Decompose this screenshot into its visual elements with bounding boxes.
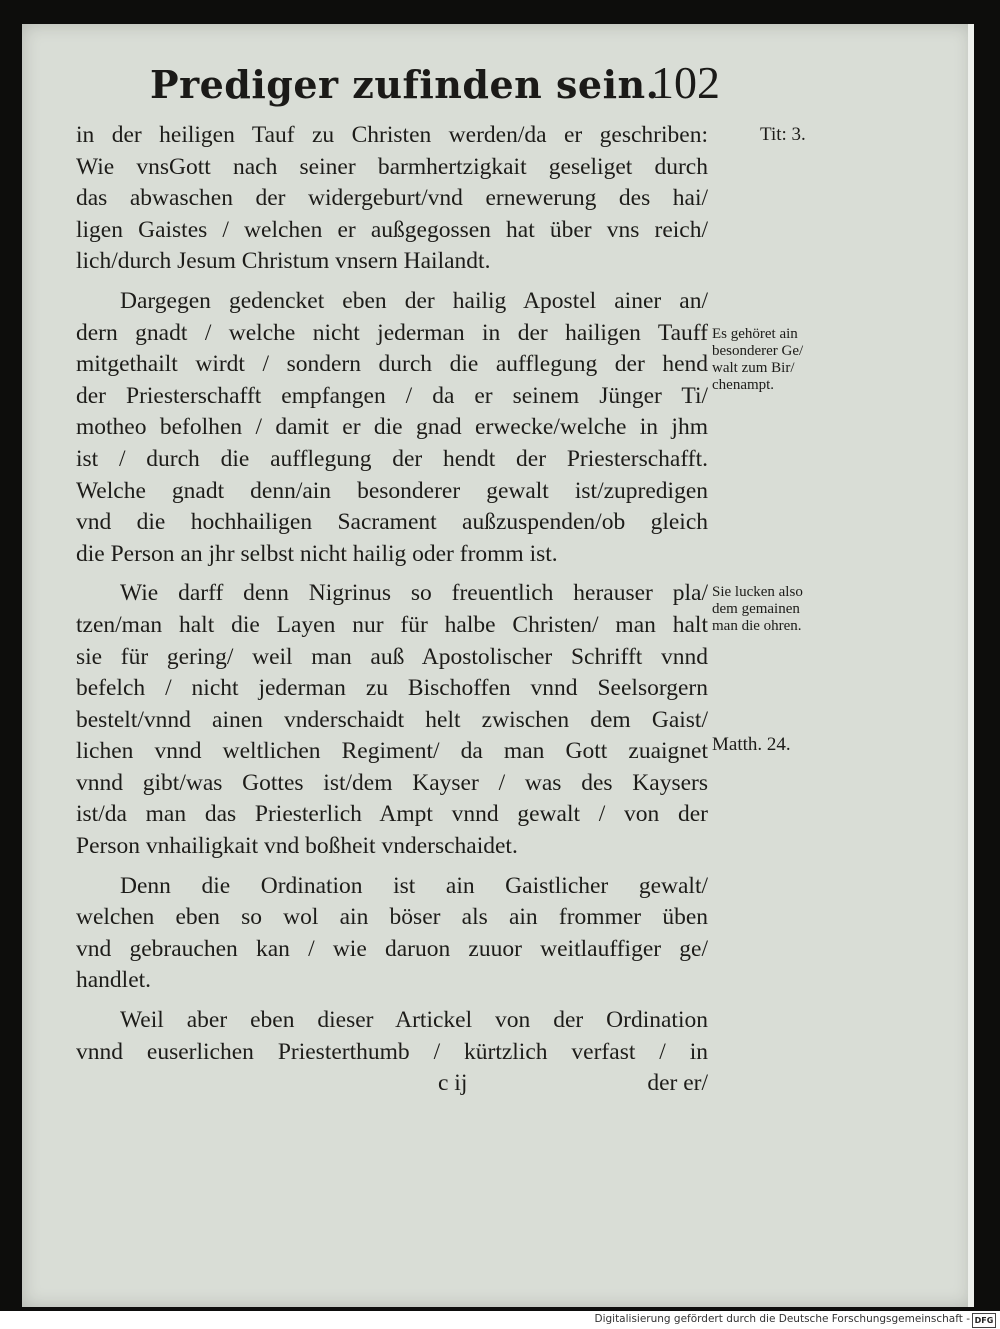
text-line: ist / durch die aufflegung der hendt der Priesterschafft. <box>76 445 708 472</box>
text-line: die Person an jhr selbst nicht hailig oder fromm ist. <box>76 540 558 567</box>
marginal-note-gewalt <box>712 326 852 394</box>
text-line: Welche gnadt denn/ain besonderer gewalt ist/zupredigen <box>76 477 708 504</box>
marginal-reference-tit: Tit: 3. <box>760 124 806 145</box>
text-line: motheo befolhen / damit er die gnad erwecke/welche in jhm <box>76 414 708 441</box>
text-line: das abwaschen der widergeburt/vnd ernewerung des hai/ <box>76 185 708 212</box>
text-line: mitgethailt wirdt / sondern durch die aufflegung der hend <box>76 351 708 378</box>
text-line: handlet. <box>76 967 152 994</box>
marginal-note-ohren <box>712 584 852 635</box>
catchword: der er/ <box>647 1070 708 1097</box>
marginal-note-line: Es gehöret ain <box>712 326 798 342</box>
text-line: lichen vnnd weltlichen Regiment/ da man Gott zuaignet <box>76 738 708 765</box>
marginal-reference-matth: Matth. 24. <box>712 734 791 755</box>
text-line: lich/durch Jesum Christum vnsern Hailandt. <box>76 248 491 275</box>
text-line: vnnd euserlichen Priesterthumb / kürtzlich verfast / in <box>76 1038 708 1065</box>
text-line: ligen Gaistes / welchen er außgegossen hat über vns reich/ <box>76 216 708 243</box>
dfg-logo: DFG <box>972 1313 996 1328</box>
signature-line <box>76 1068 712 1100</box>
text-line: welchen eben so wol ain böser als ain frommer üben <box>76 904 708 931</box>
text-line: dern gnadt / welche nicht jederman in der hailigen Tauff <box>76 319 708 346</box>
marginal-note-line: dem gemainen <box>712 601 800 617</box>
text-line: Wie vnsGott nach seiner barmhertzigkait geseliget durch <box>76 153 708 180</box>
marginal-note-line: walt zum Bir/ <box>712 360 795 376</box>
text-line: der Priesterschafft empfangen / da er seinem Jünger Ti/ <box>76 382 708 409</box>
text-line: Weil aber eben dieser Artickel von der Ordination <box>120 1007 708 1034</box>
text-line: Dargegen gedencket eben der hailig Apostel ainer an/ <box>120 287 708 314</box>
text-line: Person vnhailigkait vnd boßheit vnderschaidet. <box>76 833 518 860</box>
marginal-note-line: besonderer Ge/ <box>712 343 804 359</box>
marginal-note-line: man die ohren. <box>712 618 802 634</box>
marginal-note-line: Sie lucken also <box>712 584 803 600</box>
page-edge <box>968 24 974 1307</box>
running-title: Prediger zufinden sein. <box>150 62 660 107</box>
text-line: vnd gebrauchen kan / wie daruon zuuor weitlauffiger ge/ <box>76 935 708 962</box>
text-line: Denn die Ordination ist ain Gaistlicher gewalt/ <box>120 872 708 899</box>
marginal-note-line: chenampt. <box>712 377 775 393</box>
signature-mark: c ij <box>438 1070 468 1097</box>
text-line: ist/da man das Priesterlich Ampt vnnd gewalt / von der <box>76 801 708 828</box>
funding-credit: Digitalisierung gefördert durch die Deutsche Forschungsgemeinschaft - <box>594 1313 970 1325</box>
text-line: tzen/man halt die Layen nur für halbe Christen/ man halt <box>76 611 708 638</box>
text-line: sie für gering/ weil man auß Apostolischer Schrifft vnnd <box>76 643 708 670</box>
text-line: bestelt/vnnd ainen vnderschaidt helt zwischen dem Gaist/ <box>76 706 708 733</box>
text-line: in der heiligen Tauf zu Christen werden/da er geschriben: <box>76 122 708 148</box>
running-head <box>150 56 720 118</box>
text-line: befelch / nicht jederman zu Bischoffen vnnd Seelsorgern <box>76 675 708 702</box>
page-number: 102 <box>651 57 720 108</box>
body-text <box>76 120 712 1100</box>
text-line: vnd die hochhailigen Sacrament außzuspenden/ob gleich <box>76 509 708 536</box>
text-line: vnnd gibt/was Gottes ist/dem Kayser / was des Kaysers <box>76 769 708 796</box>
text-line: Wie darff denn Nigrinus so freuentlich herauser pla/ <box>120 580 708 607</box>
